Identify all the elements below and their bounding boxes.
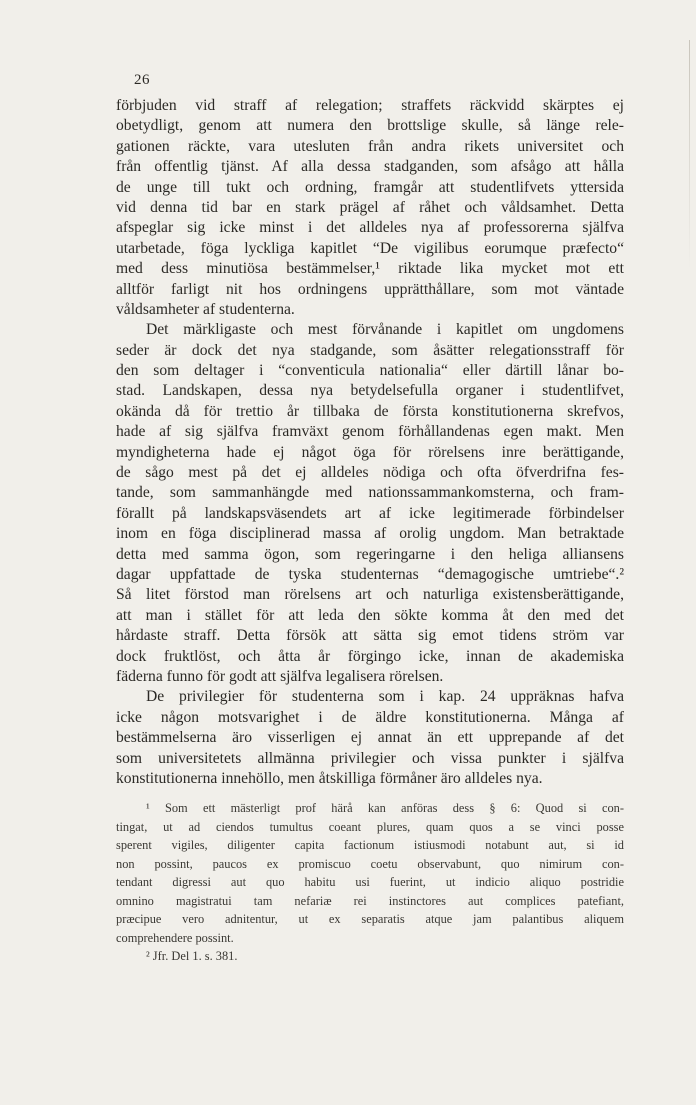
- text-line: myndigheterna hade ej något öga för rörelsens inre berättigande,: [116, 443, 624, 461]
- footnote-line: tendant digressi aut quo habitu usi fuerint, ut indicio aliquo postridie: [116, 875, 624, 889]
- paragraph: [116, 96, 624, 320]
- footnote-line: ² Jfr. Del 1. s. 381.: [146, 949, 238, 963]
- text-line: tande, som sammanhängde med nationssammankomsterna, och fram-: [116, 484, 624, 502]
- text-line: afspeglar sig icke minst i det alldeles nya af professorerna själfva: [116, 219, 624, 237]
- text-line: konstitutionerna innehöllo, men åtskilliga förmåner äro alldeles nya.: [116, 769, 543, 787]
- text-line: Så litet förstod man rörelsens art och naturliga existensberättigande,: [116, 586, 624, 604]
- footnote-line: præcipue vero adnitentur, ut ex separatis atque jam palantibus aliquem: [116, 912, 624, 926]
- text-line: De privilegier för studenterna som i kap. 24 uppräknas hafva: [146, 688, 624, 706]
- body-text: [116, 96, 624, 789]
- text-line: fäderna funno för godt att själfva legalisera rörelsen.: [116, 667, 444, 685]
- page-number: 26: [134, 72, 150, 88]
- text-line: gationen räckte, vara utesluten från andra rikets universitet och: [116, 137, 624, 155]
- text-line: detta med samma ögon, som regeringarne i den heliga alliansens: [116, 545, 624, 563]
- text-line: att man i stället för att leda den sökte komma åt den med det: [116, 606, 624, 624]
- text-line: utarbetade, föga lyckliga kapitlet “De vigilibus eorumque præfecto“: [116, 239, 624, 257]
- text-line: hårdaste straff. Detta försök att sätta sig emot tidens ström var: [116, 627, 624, 645]
- footnote: [116, 947, 624, 966]
- text-line: förbjuden vid straff af relegation; straffets räckvidd skärptes ej: [116, 97, 624, 114]
- footnote-line: sperent vigiles, diligenter capita factionum istiusmodi notabunt aut, si id: [116, 838, 624, 852]
- footnote: [116, 799, 624, 947]
- text-line: obetydligt, genom att numera den brottslige skulle, så länge rele-: [116, 117, 624, 135]
- footnote-line: omnino magistratui tam nefariæ rei instinctores aut complices patefiant,: [116, 893, 624, 908]
- text-line: som universitetets allmänna privilegier och vissa punkter i själfva: [116, 749, 624, 767]
- text-line: dagar uppfattade de tyska studenternas “demagogische umtriebe“.²: [116, 565, 624, 583]
- text-line: dock fruktlöst, och åtta år förgingo icke, innan de akademiska: [116, 647, 624, 665]
- text-line: med dess minutiösa bestämmelser,¹ riktade lika mycket mot ett: [116, 260, 624, 278]
- text-line: från offentlig tjänst. Af alla dessa stadganden, som afsågo att hålla: [116, 158, 624, 176]
- text-line: Det märkligaste och mest förvånande i kapitlet om ungdomens: [146, 321, 624, 339]
- text-line: de unge till tukt och ordning, framgår att studentlifvets yttersida: [116, 178, 624, 196]
- text-line: inom en föga disciplinerad massa af orolig ungdom. Man betraktade: [116, 525, 624, 543]
- paragraph: [116, 687, 624, 789]
- text-line: seder är dock det nya stadgande, som åsätter relegationsstraff för: [116, 341, 624, 359]
- text-line: förallt på landskapsväsendets art af icke legitimerade förbindelser: [116, 504, 624, 522]
- text-line: våldsamheter af studenterna.: [116, 300, 295, 318]
- text-line: bestämmelserna äro visserligen ej annat än ett upprepande af det: [116, 729, 624, 747]
- paragraph: [116, 320, 624, 687]
- footnotes: [116, 799, 624, 966]
- text-line: stad. Landskapen, dessa nya betydelsefulla organer i studentlifvet,: [116, 382, 624, 400]
- text-line: icke någon motsvarighet i de äldre konstitutionerna. Många af: [116, 708, 624, 726]
- text-line: vid denna tid bar en stark prägel af råhet och våldsamhet. Detta: [116, 198, 624, 216]
- footnote-line: non possint, paucos ex promiscuo coetu observabunt, quo nimirum con-: [116, 856, 624, 871]
- text-line: den som deltager i “conventicula nationalia“ eller därtill lånar bo-: [116, 362, 624, 380]
- text-line: hade af sig själfva framväxt genom förhållandenas egen makt. Men: [116, 423, 624, 441]
- page-edge-shadow: [689, 40, 690, 270]
- text-line: okända då för trettio år tillbaka de första konstitutionerna skrefvos,: [116, 402, 624, 420]
- footnote-line: tingat, ut ad ciendos tumultus coeant plures, quam quos a se vinci posse: [116, 819, 624, 834]
- text-line: de sågo mest på det ej alldeles nödiga och ofta öfverdrifna fes-: [116, 464, 624, 482]
- footnote-line: ¹ Som ett mästerligt prof härå kan anföras dess § 6: Quod si con-: [146, 801, 624, 815]
- text-line: alltför farligt nit hos ordningens upprätthållare, som mot väntade: [116, 280, 624, 298]
- footnote-line: comprehendere possint.: [116, 930, 234, 945]
